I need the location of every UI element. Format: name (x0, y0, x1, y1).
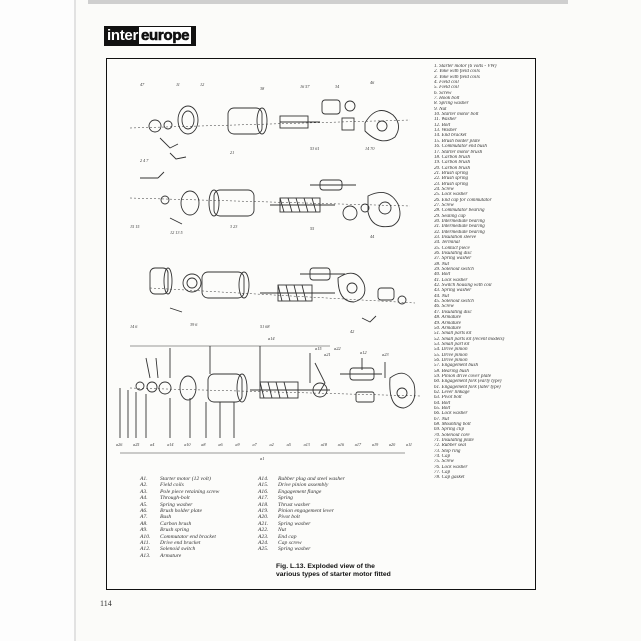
legend-code: A10. (140, 533, 151, 540)
figure-caption (276, 563, 391, 579)
logo-text-outline: europe (141, 27, 190, 44)
exploded-view-drawing (110, 78, 435, 468)
legend-row (258, 546, 345, 552)
parts-list-item: 57. Engagement bush (434, 363, 478, 369)
parts-list-item: 8. Spring washer (434, 101, 469, 107)
svg-text:2 4 7: 2 4 7 (140, 158, 149, 163)
parts-list-item: 26. End cap for commutator (434, 197, 492, 203)
parts-list-item: 7. Hook bolt (434, 96, 460, 102)
legend-code: A22. (258, 527, 269, 534)
drawing-label: a13 (303, 442, 310, 447)
parts-list-item: 43. Spring washer (434, 288, 472, 294)
parts-list-item: 2. Yoke with field coils (434, 69, 480, 75)
parts-list-item: 31. Intermediate bearing (434, 224, 485, 230)
parts-list-item: 55. Drive pinion (434, 352, 468, 358)
legend-code: A20. (258, 514, 269, 521)
legend-code: A1. (140, 476, 148, 482)
svg-text:3 23: 3 23 (230, 224, 238, 229)
legend-code: A16. (258, 488, 269, 495)
parts-list-item: 61. Engagement fork (later type) (434, 384, 501, 390)
parts-list-item: 3. Yoke with field coils (434, 74, 480, 80)
parts-list-item: 68. Mounting bolt (434, 422, 471, 428)
legend-text: Starter motor (12 volt) (160, 476, 211, 482)
legend-code: A12. (140, 546, 151, 553)
legend-column-right (258, 476, 345, 553)
legend-code: A6. (140, 508, 148, 515)
parts-list-item: 16. Commutator end bush (434, 144, 487, 150)
parts-list-item: 60. Engagement fork (early type) (434, 379, 502, 385)
parts-list-item: 50. Armature (434, 325, 461, 331)
legend-text: Spring washer (160, 501, 193, 508)
parts-list-item: 44. Nut (434, 293, 450, 299)
parts-list-item: 51. Small parts kit (434, 331, 472, 337)
parts-list-item: 27. Screw (434, 202, 454, 208)
caption-line-2: various types of starter motor fitted (276, 571, 391, 578)
drawing-label: a11 (406, 442, 412, 447)
label-a22: a22 (334, 346, 341, 351)
svg-text:39 6: 39 6 (190, 322, 198, 327)
parts-list-item: 40. Bolt (434, 272, 451, 278)
svg-text:46: 46 (370, 80, 375, 85)
label-a23: a23 (382, 352, 389, 357)
svg-text:12: 12 (200, 82, 205, 87)
parts-list-item: 73. Stop ring (434, 448, 461, 454)
legend-text: Thrust washer (278, 501, 311, 508)
legend-code: A15. (258, 482, 269, 489)
parts-list-item: 66. Lock washer (434, 411, 468, 417)
parts-list-item: 30. Intermediate bearing (434, 218, 485, 224)
parts-list-item: 32. Intermediate bearing (434, 229, 485, 235)
legend-text: Cap screw (278, 540, 302, 547)
parts-list-item: 22. Brush spring (434, 176, 469, 182)
drawing-label: a14 (167, 442, 174, 447)
caption-line-1: Fig. L.13. Exploded view of the (276, 563, 375, 570)
label-a12: a12 (360, 350, 367, 355)
parts-list-item: 9. Nut (434, 106, 447, 112)
drawing-label: a26 (116, 442, 123, 447)
legend-code: A2. (140, 482, 148, 489)
legend-column-left (140, 476, 219, 559)
legend-text: Bush (160, 514, 172, 521)
svg-text:12 13 5: 12 13 5 (170, 230, 183, 235)
svg-text:15 15: 15 15 (130, 224, 140, 229)
scan-margin (0, 0, 74, 641)
parts-list-item: 74. Cap (434, 454, 451, 460)
legend-text: Pinion engagement lever (278, 508, 334, 515)
page-number: 114 (100, 599, 112, 608)
drawing-label: a16 (337, 442, 345, 447)
legend-text: Drive pinion assembly (278, 482, 329, 489)
drawing-label: a9 (235, 442, 240, 447)
parts-list-item: 52. Small parts kit (recent models) (434, 336, 505, 342)
drawing-label: a25 (133, 442, 140, 447)
legend-text: End cap (278, 533, 297, 540)
parts-list-item: 70. Solenoid core (434, 432, 470, 438)
legend-text: Solenoid switch (160, 546, 196, 553)
legend-code: A14. (258, 476, 269, 482)
drawing-label: a19 (371, 442, 379, 447)
drawing-label: a6 (218, 442, 223, 447)
parts-list-item: 28. Commutator bearing (434, 208, 485, 214)
parts-list-item: 19. Carbon brush (434, 160, 471, 166)
legend-code: A25. (258, 546, 269, 553)
legend-text: Nut (278, 527, 287, 534)
parts-list-item: 67. Nut (434, 416, 450, 422)
label-a21: a21 (324, 352, 331, 357)
legend-code: A13. (140, 552, 151, 559)
parts-list-item: 10. Starter motor bolt (434, 112, 479, 118)
drawing-label: a5 (286, 442, 291, 447)
legend-code: A17. (258, 495, 269, 502)
legend-text: Armature (160, 552, 182, 559)
label-a1: a1 (260, 456, 265, 461)
svg-text:14 6: 14 6 (130, 324, 138, 329)
label-a14: a14 (268, 336, 275, 341)
parts-list-item: 6. Screw (434, 90, 452, 96)
parts-list-item: 4. Field coil (434, 80, 459, 86)
svg-text:51 68: 51 68 (260, 324, 270, 329)
parts-list-item: 69. Spring clip (434, 427, 465, 433)
drawing-label: a2 (269, 442, 274, 447)
parts-list-item: 21. Brush spring (434, 170, 469, 176)
parts-list-item: 56. Drive pinion (434, 357, 468, 363)
parts-list (434, 64, 538, 481)
legend-text: Commutator end bracket (160, 533, 216, 540)
parts-list-item: 14. End bracket (434, 133, 467, 139)
legend-code: A19. (258, 508, 269, 515)
legend-code: A18. (258, 501, 269, 508)
parts-list-item: 53. Small part kit (434, 341, 470, 347)
parts-list-item: 58. Bearing bush (434, 368, 469, 374)
legend-code: A3. (140, 488, 148, 495)
svg-text:14 70: 14 70 (365, 146, 375, 151)
legend-text: Carbon brush (160, 520, 192, 527)
legend-code: A5. (140, 501, 148, 508)
legend-text: Spring (278, 495, 293, 502)
svg-text:53 61: 53 61 (310, 146, 320, 151)
legend-text: Pole piece retaining screw (160, 488, 220, 495)
parts-list-item: 12. Bolt (434, 122, 451, 128)
drawing-label: a20 (388, 442, 396, 447)
legend-text: Brush holder plate (160, 508, 202, 515)
parts-list-item: 45. Solenoid switch (434, 299, 474, 305)
parts-list-item: 59. Pinion drive cover plate (434, 373, 492, 379)
parts-list-item: 46. Screw (434, 304, 454, 310)
legend-code: A24. (258, 540, 269, 547)
parts-list-item: 47. Insulating disc (434, 309, 472, 315)
legend-code: A4. (140, 495, 148, 502)
page-edge (74, 0, 76, 641)
svg-text:47: 47 (140, 82, 145, 87)
legend-row (140, 553, 219, 559)
parts-list-item: 76. Lock washer (434, 464, 468, 470)
parts-list-item: 18. Carbon brush (434, 154, 471, 160)
parts-list-item: 15. Brush holder plate (434, 138, 480, 144)
parts-list-item: 62. Lever linkage (434, 389, 470, 395)
parts-list-item: 37. Spring washer (434, 256, 472, 262)
parts-list-item: 38. Nut (434, 261, 450, 267)
drawing-label: a8 (201, 442, 206, 447)
drawing-label: a10 (184, 442, 191, 447)
parts-list-item: 75. Screw (434, 459, 454, 465)
parts-list-item: 33. Insulation sleeve (434, 235, 477, 240)
drawing-label: a18 (320, 442, 327, 447)
parts-list-item: 13. Washer (434, 128, 457, 134)
parts-list-item: 34. Terminal (434, 240, 460, 246)
drawing-label: a4 (150, 442, 155, 447)
parts-list-item: 36. Insulating disc (434, 251, 472, 257)
parts-list-item: 25. Lock washer (434, 192, 468, 198)
legend-text: Engagement flange (278, 488, 322, 495)
parts-list-item: 35. Contact piece (434, 245, 470, 251)
parts-list-item: 63. Pivot bolt (434, 395, 462, 401)
svg-text:34: 34 (335, 84, 340, 89)
parts-list-item: 41. Lock washer (434, 277, 468, 283)
legend-code: A21. (258, 520, 269, 527)
parts-list-item: 42. Switch housing with coil (434, 283, 492, 289)
parts-list-item: 48. Armature (434, 315, 461, 321)
parts-list-item: 54. Drive pinion (434, 347, 468, 353)
legend-text: Spring washer (278, 546, 311, 553)
legend-text: Through-bolt (160, 495, 190, 502)
legend-code: A23. (258, 533, 269, 540)
svg-text:44: 44 (370, 234, 375, 239)
parts-list-item: 49. Armature (434, 320, 461, 326)
legend-text: Spring washer (278, 520, 311, 527)
parts-list-item: 78. Cap gasket (434, 475, 465, 481)
svg-text:16 57: 16 57 (300, 84, 310, 89)
page-top-edge (88, 0, 568, 4)
legend-text: Brush spring (160, 527, 190, 534)
legend-code: A7. (140, 514, 148, 521)
drawing-label: a7 (252, 442, 257, 447)
parts-list-item: 17. Starter motor brush (434, 149, 483, 155)
svg-text:38: 38 (260, 86, 265, 91)
parts-list-item: 20. Carbon brush (434, 165, 471, 171)
parts-list-item: 77. Cap (434, 470, 451, 476)
legend-text: Pivot bolt (278, 514, 300, 521)
parts-list-item: 65. Bolt (434, 406, 451, 411)
svg-text:42: 42 (350, 329, 355, 334)
legend-code: A8. (140, 520, 148, 527)
drawing-label: a17 (354, 442, 362, 447)
parts-list-item: 1. Starter motor (6 volts - VW) (434, 64, 497, 69)
logo-text-bold: inter (107, 27, 139, 44)
parts-list-item: 39. Solenoid switch (434, 267, 474, 273)
legend-code: A11. (140, 540, 150, 547)
parts-list-item: 71. Insulating plate (434, 438, 474, 444)
svg-text:11: 11 (176, 82, 180, 87)
legend-text: Field coils (160, 482, 184, 489)
parts-list-item: 24. Screw (434, 186, 454, 192)
label-a15: a15 (315, 346, 322, 351)
parts-list-item: 11. Washer (434, 117, 457, 123)
parts-list-item: 29. Sealing cap (434, 213, 466, 219)
parts-list-item: 23. Brush spring (434, 181, 469, 187)
publisher-logo (104, 26, 196, 46)
legend-text: Rubber plug and steel washer (278, 476, 345, 482)
legend-code: A9. (140, 527, 148, 534)
parts-list-item: 5. Field coil (434, 85, 459, 91)
parts-list-item: 64. Bolt (434, 400, 451, 406)
parts-list-item: 72. Rubber seal (434, 443, 467, 449)
legend-text: Drive end bracket (160, 540, 201, 547)
svg-text:21: 21 (230, 150, 235, 155)
svg-text:55: 55 (310, 226, 315, 231)
